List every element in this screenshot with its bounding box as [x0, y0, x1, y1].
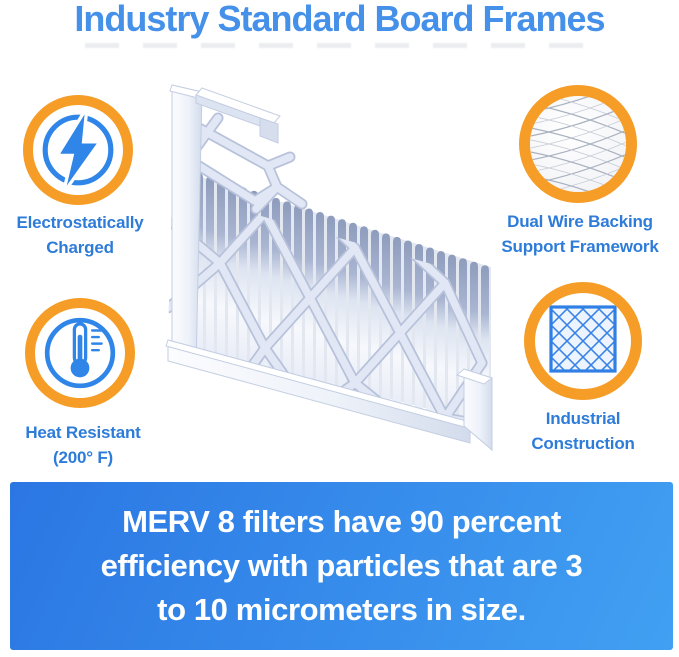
feature-label-industrial: Industrial Construction	[531, 409, 635, 453]
lightning-bolt-icon	[33, 105, 123, 195]
industrial-badge	[524, 282, 642, 400]
feature-label-electrostatic: Electrostatically Charged	[16, 213, 144, 257]
title-reflection	[85, 43, 594, 48]
diamond-grid-icon	[535, 293, 631, 389]
pleated-air-filter-illustration	[160, 73, 505, 481]
electrostatic-badge	[23, 95, 133, 205]
filter-frame	[166, 85, 492, 450]
air-filter-drawing	[160, 73, 505, 481]
banner-text-line: MERV 8 filters have 90 percent	[122, 504, 561, 539]
feature-label-wire-backing: Dual Wire Backing Support Framework	[501, 212, 659, 256]
heat-resistant-badge	[25, 298, 135, 408]
wire-mesh-icon	[530, 96, 626, 192]
banner-text-line: to 10 micrometers in size.	[157, 592, 526, 627]
feature-label-heat-resistant: Heat Resistant (200° F)	[25, 423, 141, 467]
page-title: Industry Standard Board Frames	[74, 0, 605, 39]
wire-backing-badge	[519, 85, 637, 203]
merv-info-banner	[10, 482, 673, 650]
thermometer-icon	[35, 308, 125, 398]
banner-text-line: efficiency with particles that are 3	[100, 548, 583, 583]
